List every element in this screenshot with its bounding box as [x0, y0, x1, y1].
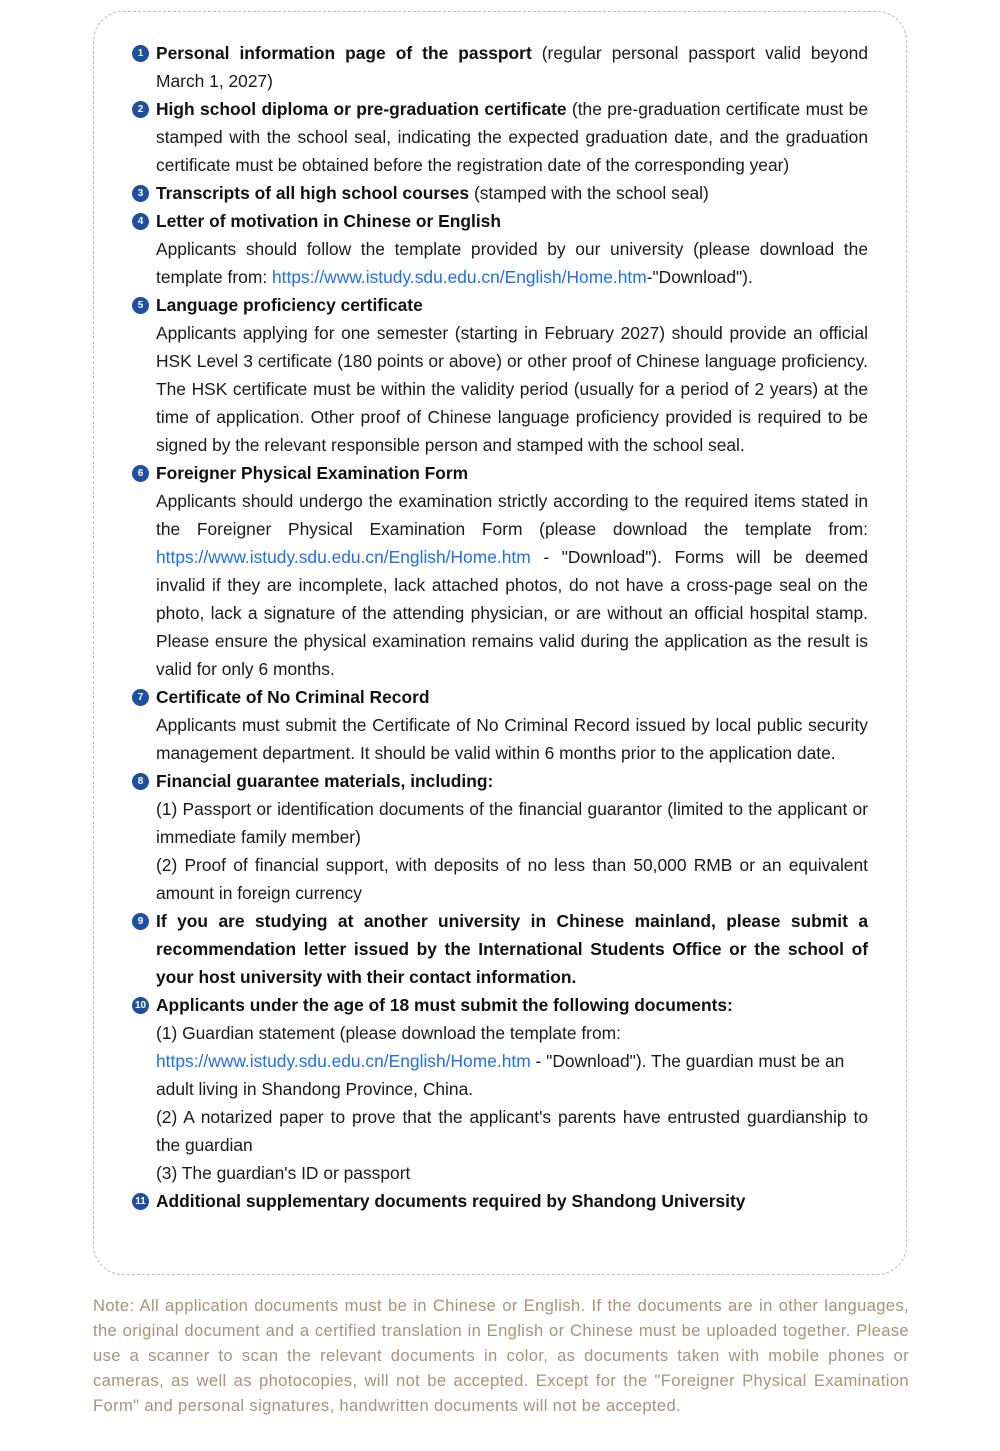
- download-link[interactable]: https://www.istudy.sdu.edu.cn/English/Home.htm: [156, 1051, 531, 1071]
- number-badge-icon: 10: [132, 997, 149, 1014]
- description-text: - "Download"). The guardian must be an adult living in Shandong Province, China.: [156, 1051, 845, 1099]
- list-item-language-certificate: [132, 291, 868, 459]
- item-title: If you are studying at another university in Chinese mainland, please submit a recommendation letter issued by the International Students Office or the school of your host university with their contact information.: [156, 911, 868, 987]
- number-badge-icon: 7: [132, 689, 149, 706]
- number-badge-icon: 11: [132, 1193, 149, 1210]
- number-badge-icon: 5: [132, 297, 149, 314]
- item-title: Additional supplementary documents required by Shandong University: [156, 1191, 746, 1211]
- list-item-financial-guarantee: [132, 767, 868, 907]
- list-item-no-criminal-record: [132, 683, 868, 767]
- list-item-diploma: [132, 95, 868, 179]
- description-text: (1) Guardian statement (please download the template from:: [156, 1023, 621, 1043]
- number-badge-icon: 9: [132, 913, 149, 930]
- description-text: Applicants should undergo the examination strictly according to the required items stated in the Foreigner Physical Examination Form (please download the template from:: [156, 491, 868, 539]
- sub-item: (2) Proof of financial support, with deposits of no less than 50,000 RMB or an equivalent amount in foreign currency: [156, 855, 868, 903]
- item-title: Personal information page of the passport: [156, 43, 532, 63]
- note-text: Note: All application documents must be in Chinese or English. If the documents are in other languages, the original document and a certified translation in English or Chinese must be uploaded together. Please use a scanner to scan the relevant documents in color, as documents taken with mobile phones or cameras, as well as photocopies, will not be accepted. Except for the "Foreigner Physical Examination Form" and personal signatures, handwritten documents will not be accepted.: [93, 1296, 909, 1415]
- item-title: Foreigner Physical Examination Form: [156, 463, 469, 483]
- number-badge-icon: 6: [132, 465, 149, 482]
- sub-item: (1) Passport or identification documents of the financial guarantor (limited to the applicant or immediate family member): [156, 799, 868, 847]
- document-list: [132, 39, 868, 1215]
- number-badge-icon: 2: [132, 101, 149, 118]
- number-badge-icon: 8: [132, 773, 149, 790]
- list-item-under-18: [132, 991, 868, 1187]
- item-detail: (stamped with the school seal): [469, 183, 709, 203]
- item-title: Applicants under the age of 18 must submit the following documents:: [156, 995, 733, 1015]
- list-item-supplementary: [132, 1187, 868, 1215]
- number-badge-icon: 1: [132, 45, 149, 62]
- sub-item: (3) The guardian's ID or passport: [156, 1163, 411, 1183]
- description-text: -"Download").: [646, 267, 753, 287]
- item-title: Language proficiency certificate: [156, 295, 423, 315]
- description-text: Applicants should follow the template provided by our university (please download the template from:: [156, 239, 868, 287]
- list-item-passport: [132, 39, 868, 95]
- item-title: Letter of motivation in Chinese or English: [156, 211, 501, 231]
- item-description: [156, 235, 868, 291]
- list-item-physical-exam: [132, 459, 868, 683]
- list-item-motivation-letter: [132, 207, 868, 291]
- item-detail: (regular personal passport valid beyond March 1, 2027): [156, 43, 868, 91]
- download-link[interactable]: https://www.istudy.sdu.edu.cn/English/Home.htm: [271, 267, 647, 287]
- sub-item: (2) A notarized paper to prove that the applicant's parents have entrusted guardianship to the guardian: [156, 1107, 868, 1155]
- list-item-recommendation-letter: [132, 907, 868, 991]
- item-detail: (the pre-graduation certificate must be stamped with the school seal, indicating the expected graduation date, and the graduation certificate must be obtained before the registration date of the corresponding year): [156, 99, 868, 175]
- item-title: Financial guarantee materials, including:: [156, 771, 494, 791]
- description-text: - "Download"). Forms will be deemed invalid if they are incomplete, lack attached photos, do not have a cross-page seal on the photo, lack a signature of the attending physician, or are without an official hospital stamp. Please ensure the physical examination remains valid during the application as the result is valid for only 6 months.: [156, 547, 868, 679]
- list-item-transcripts: [132, 179, 868, 207]
- item-description: [156, 487, 868, 683]
- number-badge-icon: 3: [132, 185, 149, 202]
- number-badge-icon: 4: [132, 213, 149, 230]
- item-description: Applicants applying for one semester (starting in February 2027) should provide an official HSK Level 3 certificate (180 points or above) or other proof of Chinese language proficiency. The HSK certificate must be within the validity period (usually for a period of 2 years) at the time of application. Other proof of Chinese language proficiency provided is required to be signed by the relevant responsible person and stamped with the school seal.: [156, 323, 868, 455]
- item-title: High school diploma or pre-graduation certificate: [156, 99, 567, 119]
- item-title: Certificate of No Criminal Record: [156, 687, 430, 707]
- download-link[interactable]: https://www.istudy.sdu.edu.cn/English/Home.htm: [156, 547, 531, 567]
- item-description: Applicants must submit the Certificate of No Criminal Record issued by local public security management department. It should be valid within 6 months prior to the application date.: [156, 715, 868, 763]
- sub-item: [156, 1019, 868, 1103]
- item-title: Transcripts of all high school courses: [156, 183, 470, 203]
